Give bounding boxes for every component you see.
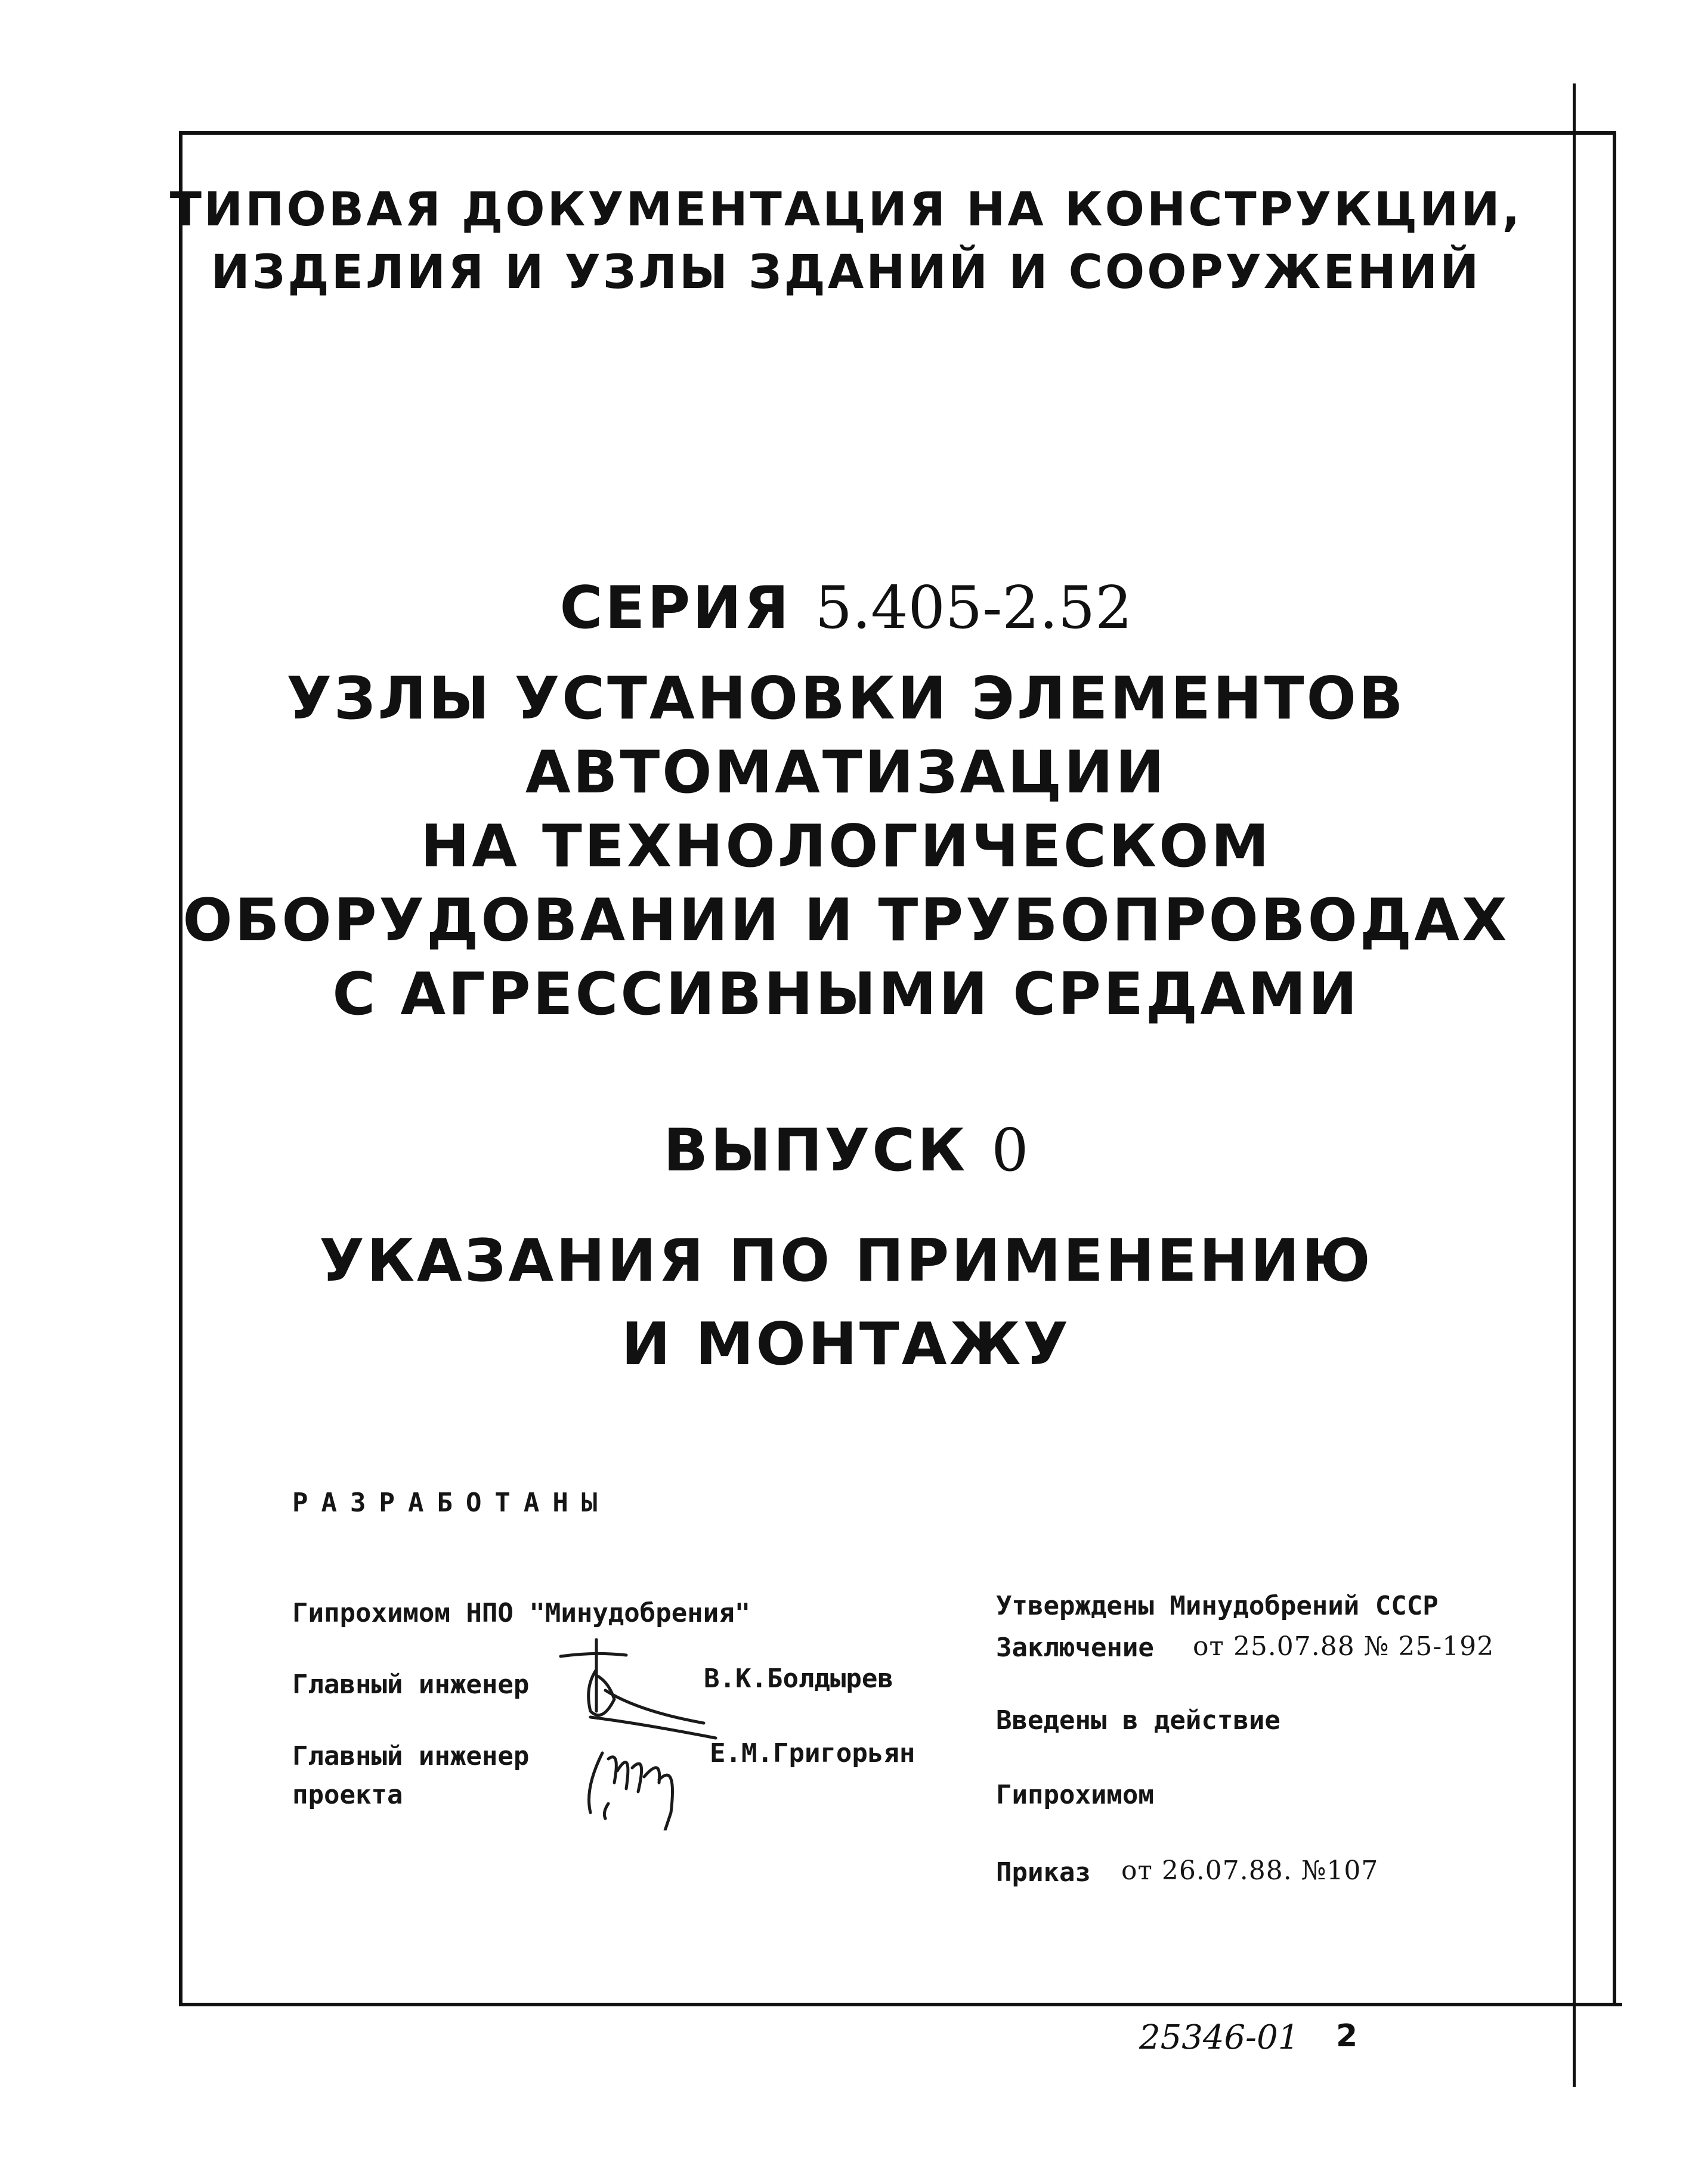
subtitle-line: И МОНТАЖУ (621, 1311, 1071, 1378)
developed-label: РАЗРАБОТАНЫ (292, 1488, 611, 1518)
chief-engineer-label: Главный инженер (292, 1669, 530, 1700)
header-line: ИЗДЕЛИЯ И УЗЛЫ ЗДАНИЙ И СООРУЖЕНИЙ (211, 246, 1481, 299)
enacted-by: Гипрохимом (996, 1780, 1154, 1810)
project-engineer-label-2: проекта (292, 1780, 403, 1810)
subtitle-line: УКАЗАНИЯ ПО ПРИМЕНЕНИЮ (319, 1227, 1373, 1295)
header-line: ТИПОВАЯ ДОКУМЕНТАЦИЯ НА КОНСТРУКЦИИ, (169, 183, 1523, 237)
page-number: 2 (1336, 2018, 1358, 2054)
chief-engineer-name: В.К.Болдырев (704, 1663, 893, 1694)
series-label: СЕРИЯ (559, 574, 791, 642)
series-number: 5.405-2.52 (815, 574, 1133, 642)
title-line: НА ТЕХНОЛОГИЧЕСКОМ (420, 813, 1272, 881)
enacted-label: Введены в действие (996, 1705, 1280, 1736)
approval-line: Утверждены Минудобрений СССР (996, 1591, 1439, 1621)
title-line: С АГРЕССИВНЫМИ СРЕДАМИ (332, 961, 1360, 1029)
handwritten-signatures (549, 1634, 740, 1830)
issue-label: ВЫПУСК (663, 1117, 968, 1185)
conclusion-label: Заключение (996, 1632, 1154, 1663)
project-engineer-label: Главный инженер (292, 1741, 530, 1771)
project-engineer-name: Е.М.Григорьян (710, 1738, 915, 1768)
document-frame (179, 131, 1616, 2006)
conclusion-value-text: от 25.07.88 № 25-192 (1193, 1631, 1495, 1662)
issue-number: 0 (991, 1117, 1029, 1185)
order-label: Приказ (996, 1857, 1091, 1888)
title-line: АВТОМАТИЗАЦИИ (525, 739, 1167, 807)
conclusion-value (1193, 1631, 1494, 1662)
series-heading (0, 572, 1692, 644)
documentation-header (0, 179, 1692, 304)
title-line: УЗЛЫ УСТАНОВКИ ЭЛЕМЕНТОВ (286, 665, 1406, 733)
document-title (0, 662, 1692, 1031)
developer-organization: Гипрохимом НПО "Минудобрения" (292, 1598, 751, 1628)
document-subtitle (0, 1219, 1692, 1386)
frame-bottom-line (179, 2003, 1622, 2006)
document-code: 25346-01 (1139, 2018, 1300, 2057)
title-line: ОБОРУДОВАНИИ И ТРУБОПРОВОДАХ (182, 887, 1510, 955)
order-value (1121, 1855, 1378, 1886)
issue-heading (0, 1115, 1692, 1187)
order-value-text: от 26.07.88. №107 (1121, 1855, 1379, 1886)
